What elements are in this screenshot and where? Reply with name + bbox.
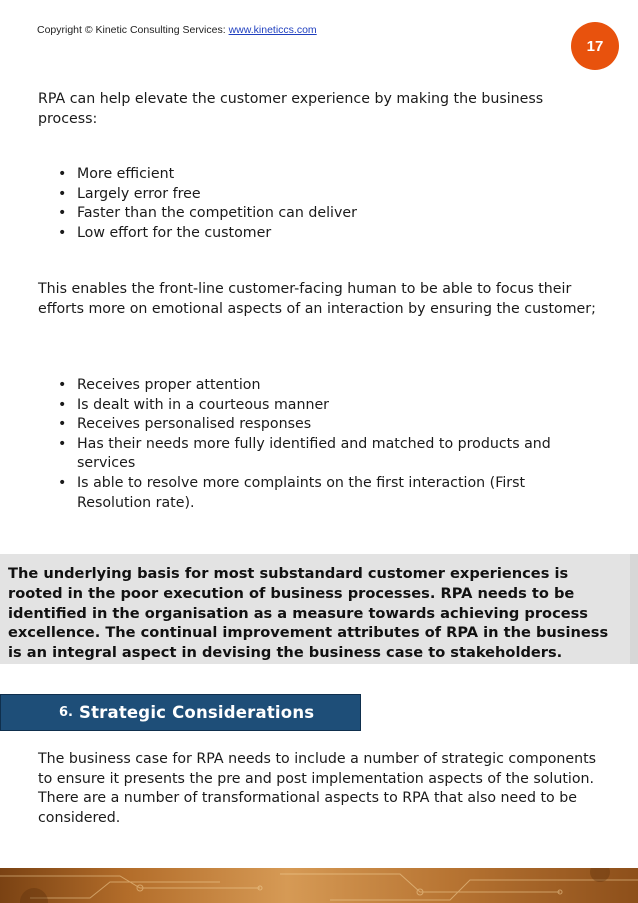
bullet-icon: • <box>58 435 67 452</box>
bullet-icon: • <box>58 224 67 241</box>
list-item-text: Is able to resolve more complaints on the first interaction (First Resolution rate). <box>77 474 526 511</box>
bullet-icon: • <box>58 474 67 491</box>
copyright-header <box>37 24 317 36</box>
page-number-badge: 17 <box>571 22 619 70</box>
closing-paragraph: The business case for RPA needs to include a number of strategic components to ensure it presents the pre and post implementation aspects of the solution. There are a number of transformational aspects to RPA that also need to be considered. <box>38 751 597 826</box>
circuit-pattern-icon <box>0 868 638 903</box>
list-item-text: Largely error free <box>77 185 201 202</box>
list-item-text: Receives proper attention <box>77 377 261 393</box>
list-item-text: More efficient <box>77 166 175 182</box>
list-item <box>58 376 598 396</box>
list-item <box>58 165 598 185</box>
list-item-text: Faster than the competition can deliver <box>77 205 357 222</box>
bullet-icon: • <box>58 416 67 433</box>
bullet-icon: • <box>58 396 67 413</box>
bullet-icon: • <box>58 166 67 182</box>
callout-text: The underlying basis for most substandard customer experiences is rooted in the poor execution of business processes. RPA needs to be identified in the organisation as a measure towards achieving process excellence. The continual improvement attributes of RPA in the business is an integral aspect in devising the business case to stakeholders. <box>8 565 609 662</box>
section-heading <box>0 694 361 731</box>
frontline-bullet-list <box>58 376 598 513</box>
website-link[interactable]: www.kineticcs.com <box>228 24 317 36</box>
callout-box <box>0 554 638 664</box>
bullet-icon: • <box>58 377 67 393</box>
intro-bullet-list <box>58 165 598 243</box>
footer-decorative-band <box>0 868 638 903</box>
intro-paragraph: RPA can help elevate the customer experience by making the business process: <box>38 91 544 127</box>
copyright-text: Copyright © Kinetic Consulting Services: <box>37 24 229 36</box>
bullet-icon: • <box>58 185 67 202</box>
list-item-text: Has their needs more fully identified and matched to products and services <box>77 435 551 472</box>
section-title: Strategic Considerations <box>78 703 315 722</box>
list-item <box>58 474 598 513</box>
list-item <box>58 396 598 416</box>
section-number: 6. <box>59 705 73 720</box>
list-item <box>58 224 598 244</box>
bullet-icon: • <box>58 205 67 222</box>
frontline-paragraph: This enables the front-line customer-facing human to be able to focus their efforts more on emotional aspects of an interaction by ensuring the customer; <box>38 281 596 317</box>
list-item <box>58 415 598 435</box>
list-item-text: Receives personalised responses <box>77 416 312 433</box>
list-item-text: Low effort for the customer <box>77 224 272 241</box>
list-item-text: Is dealt with in a courteous manner <box>77 396 330 413</box>
list-item <box>58 204 598 224</box>
list-item <box>58 185 598 205</box>
list-item <box>58 435 598 474</box>
